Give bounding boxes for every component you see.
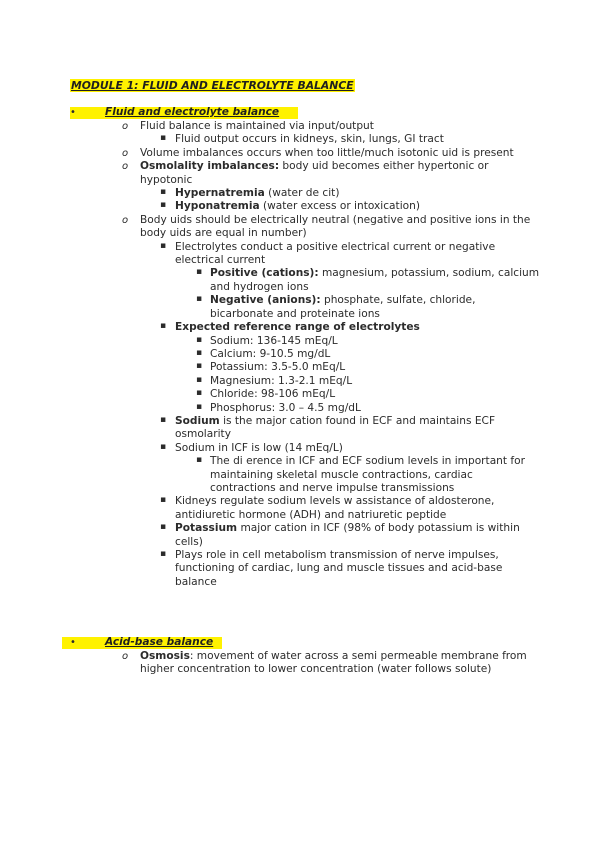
list-item-text [175,321,540,334]
list-item [70,549,540,589]
list-item-text [175,495,540,522]
circle-bullet-icon: o [122,161,129,173]
list-item-body: Fluid balance is maintained via input/output [140,120,374,132]
section-acid-base [70,636,540,677]
list-item [70,214,540,241]
list-item [70,375,540,388]
section-list [70,650,540,677]
list-item-text [175,133,540,146]
square-bullet-icon: ▪ [196,374,203,385]
section-list [70,120,540,589]
square-bullet-icon: ▪ [160,240,167,251]
list-item-body: Calcium: 9-10.5 mg/dL [210,347,331,360]
list-item-body: major cation in ICF (98% of body potassium is within cells) [175,522,520,548]
list-item [70,402,540,415]
list-item-text [140,650,540,677]
list-item [70,415,540,442]
circle-bullet-icon: o [122,121,129,132]
square-bullet-icon: ▪ [196,455,203,466]
list-item [70,147,540,160]
square-bullet-icon: ▪ [160,133,167,144]
list-item-body: Sodium in ICF is low (14 mEq/L) [175,441,343,454]
square-bullet-icon: ▪ [160,321,167,332]
list-item-text [175,200,540,213]
list-item-bold-term: Osmosis [140,650,190,662]
list-item [70,187,540,200]
list-item [70,335,540,348]
list-item-text [210,388,540,401]
list-item-text [175,187,540,200]
list-item-text [210,267,540,294]
list-item-bold-term: Potassium [175,522,238,535]
list-item-body: is the major cation found in ECF and maintains ECF osmolarity [175,414,496,441]
list-item-bold-term: Sodium [175,414,220,427]
list-item-text [210,294,540,321]
list-item [70,522,540,549]
list-item-body: Fluid output occurs in kidneys, skin, lungs, GI tract [175,133,444,146]
list-item-bold-term: Hyponatremia [175,200,260,213]
list-item [70,348,540,361]
list-item-body: phosphate, sulfate, chloride, bicarbonate and proteinate ions [210,294,476,320]
square-bullet-icon: ▪ [160,549,167,559]
list-item [70,294,540,321]
section-heading: Acid-base balance [105,636,214,648]
list-item-text [175,442,540,455]
list-item-body: : movement of water across a semi permeable membrane from higher concentration to lower concentration (water follows solute) [140,650,527,676]
square-bullet-icon: ▪ [160,187,167,198]
section-heading: Fluid and electrolyte balance [105,106,280,118]
list-item-text [210,335,540,348]
list-item-bold-term: Hypernatremia [175,187,265,200]
list-item-body: body uid becomes either hypertonic or hypotonic [140,160,489,186]
square-bullet-icon: ▪ [196,347,203,358]
list-item-body: Volume imbalances occurs when too little/much isotonic uid is present [140,146,514,159]
square-bullet-icon: ▪ [160,200,167,211]
square-bullet-icon: ▪ [196,334,203,345]
list-item-body: Chloride: 98-106 mEq/L [210,388,336,401]
list-item-text [175,549,540,589]
circle-bullet-icon: o [122,651,129,662]
square-bullet-icon: ▪ [160,441,167,452]
list-item-body: Potassium: 3.5-5.0 mEq/L [210,361,346,374]
square-bullet-icon: ▪ [196,267,203,278]
list-item [70,388,540,401]
list-item [70,133,540,146]
list-item-text [175,415,540,442]
section-bullet: • [70,637,76,648]
circle-bullet-icon: o [122,147,129,159]
list-item-body: (water excess or intoxication) [259,200,420,213]
list-item-text [210,348,540,361]
list-item [70,455,540,495]
list-item [70,120,540,133]
square-bullet-icon: ▪ [196,294,203,305]
list-item [70,650,540,677]
list-item-text [175,241,540,268]
list-item-bold-term: Expected reference range of electrolytes [175,321,420,334]
list-item-body: Kidneys regulate sodium levels w assistance of aldosterone, antidiuretic hormone (ADH) and natriuretic peptide [175,495,495,521]
square-bullet-icon: ▪ [196,401,203,412]
section-heading-row [70,636,540,650]
section-heading-row [70,106,540,120]
list-item-text [140,214,540,241]
list-item-bold-term: Osmolality imbalances: [140,160,280,173]
list-item-bold-term: Positive (cations): [210,267,319,280]
list-item [70,442,540,455]
list-item-body: Magnesium: 1.3-2.1 mEq/L [210,374,353,387]
list-item [70,200,540,213]
list-item [70,160,540,187]
list-item-body: Body uids should be electrically neutral (negative and positive ions in the body uids are equal in number) [140,213,531,240]
list-item-text [140,160,540,187]
list-item [70,495,540,522]
list-item-body: Sodium: 136-145 mEq/L [210,334,338,347]
square-bullet-icon: ▪ [196,388,203,399]
list-item [70,361,540,374]
list-item-text [140,147,540,160]
section-bullet: • [70,107,76,118]
list-item [70,321,540,334]
list-item-body: magnesium, potassium, sodium, calcium and hydrogen ions [210,267,540,293]
list-item-body: The di erence in ICF and ECF sodium levels in important for maintaining skeletal muscle contractions, cardiac contractions and nerve impulse transmissions [210,455,525,494]
page-title: MODULE 1: FLUID AND ELECTROLYTE BALANCE [71,79,354,92]
list-item-text [140,120,540,133]
list-item-body: Phosphorus: 3.0 – 4.5 mg/dL [210,401,361,414]
list-item-body: Plays role in cell metabolism transmission of nerve impulses, functioning of cardiac, lung and muscle tissues and acid-base balance [175,549,503,588]
square-bullet-icon: ▪ [160,495,167,506]
square-bullet-icon: ▪ [160,414,167,425]
list-item-text [175,522,540,549]
list-item [70,241,540,268]
list-item-bold-term: Negative (anions): [210,294,321,307]
circle-bullet-icon: o [122,214,129,226]
square-bullet-icon: ▪ [196,361,203,372]
list-item-body: Electrolytes conduct a positive electrical current or negative electrical current [175,240,496,267]
list-item-text [210,375,540,388]
list-item-text [210,361,540,374]
square-bullet-icon: ▪ [160,522,167,533]
list-item-text [210,455,540,495]
list-item [70,267,540,294]
list-item-body: (water de cit) [264,187,340,200]
section-fluid-electrolyte [70,106,540,589]
list-item-text [210,402,540,415]
